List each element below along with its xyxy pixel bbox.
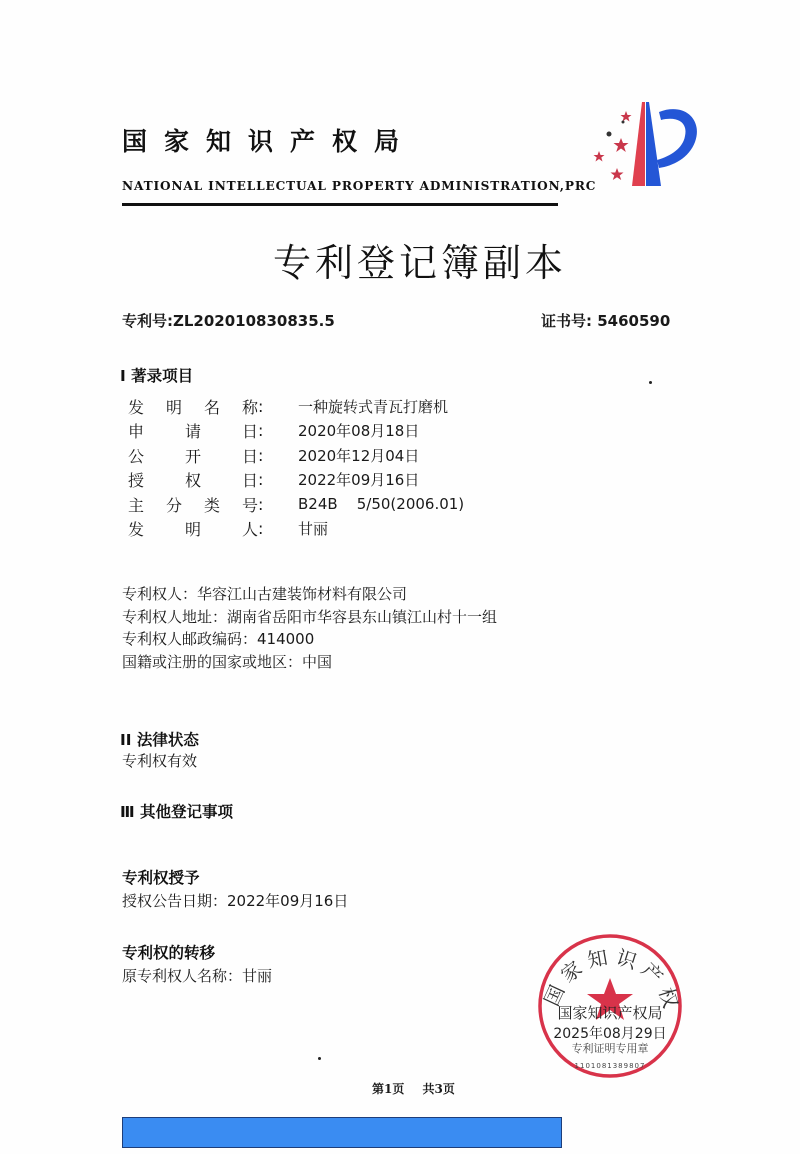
patent-number: 专利号:ZL202010830835.5 (122, 312, 335, 330)
svg-text:专利证明专用章: 专利证明专用章 (571, 1042, 649, 1055)
biblio-row-inventor: 发 明 人 : 甘丽 (128, 519, 329, 540)
star-icon (614, 138, 629, 152)
biblio-label: 公 开 日 (128, 446, 258, 466)
agency-name-cn: 国家知识产权局 (122, 127, 417, 156)
agency-name-en: NATIONAL INTELLECTUAL PROPERTY ADMINISTRATION,PRC (122, 178, 597, 193)
biblio-value: 甘丽 (298, 520, 329, 539)
star-icon (611, 168, 624, 180)
star-icon (621, 111, 632, 122)
stray-mark (649, 381, 652, 384)
svg-text:国家知识产权局: 国家知识产权局 (557, 1004, 663, 1022)
svg-text:1101081389807: 1101081389807 (574, 1062, 646, 1070)
document-title: 专利登记簿副本 (272, 241, 567, 285)
certificate-number: 证书号: 5460590 (541, 312, 671, 330)
grant-announcement-date: 授权公告日期：2022年09月16日 (122, 892, 349, 910)
biblio-row-publication-date: 公 开 日 : 2020年12月04日 (128, 445, 420, 466)
section-2-heading: II 法律状态 (120, 731, 199, 749)
biblio-value: 2022年09月16日 (298, 471, 420, 490)
section-1-heading: I 著录项目 (120, 367, 194, 385)
biblio-row-main-classification: 主 分 类 号 : B24B 5/50(2006.01) (128, 494, 465, 515)
footer-blue-bar (122, 1117, 562, 1148)
patentee-address: 专利权人地址：湖南省岳阳市华容县东山镇江山村十一组 (122, 607, 498, 626)
patentee-name: 专利权人：华容江山古建装饰材料有限公司 (122, 585, 408, 603)
patentee-info (122, 583, 497, 673)
biblio-row-filing-date: 申 请 日 : 2020年08月18日 (128, 421, 420, 442)
cnipa-logo-icon (585, 98, 705, 194)
biblio-label: 申 请 日 (128, 422, 258, 442)
grant-heading: 专利权授予 (122, 869, 200, 887)
legal-status: 专利权有效 (122, 752, 198, 770)
official-seal-icon (530, 930, 690, 1080)
bibliographic-table (128, 394, 464, 541)
biblio-row-invention-title: 发 明 名 称 : 一种旋转式青瓦打磨机 (128, 396, 449, 417)
biblio-row-grant-date: 授 权 日 : 2022年09月16日 (128, 470, 420, 491)
biblio-label: 授 权 日 (128, 471, 258, 491)
stray-mark (318, 1057, 321, 1060)
star-icon (594, 151, 605, 162)
svg-text:2025年08月29日: 2025年08月29日 (553, 1026, 667, 1042)
patentee-country: 国籍或注册的国家或地区：中国 (122, 652, 333, 671)
biblio-value: 2020年12月04日 (298, 446, 420, 465)
transfer-heading: 专利权的转移 (122, 944, 216, 962)
biblio-value: 一种旋转式青瓦打磨机 (298, 397, 449, 416)
page-indicator: 第1页 共3页 (372, 1082, 455, 1096)
section-3-heading: Ⅲ 其他登记事项 (120, 803, 234, 821)
svg-text:国家知识产权: 国家知识产权 (539, 944, 685, 1017)
original-patentee: 原专利权人名称：甘丽 (122, 967, 273, 985)
biblio-value: 2020年08月18日 (298, 422, 420, 441)
patentee-postcode: 专利权人邮政编码：414000 (122, 630, 315, 648)
biblio-label: 发 明 人 (128, 520, 258, 540)
biblio-value: B24B 5/50(2006.01) (298, 495, 465, 514)
header-rule (122, 203, 558, 206)
biblio-label: 发 明 名 称 (128, 397, 258, 417)
biblio-label: 主 分 类 号 (128, 495, 258, 515)
